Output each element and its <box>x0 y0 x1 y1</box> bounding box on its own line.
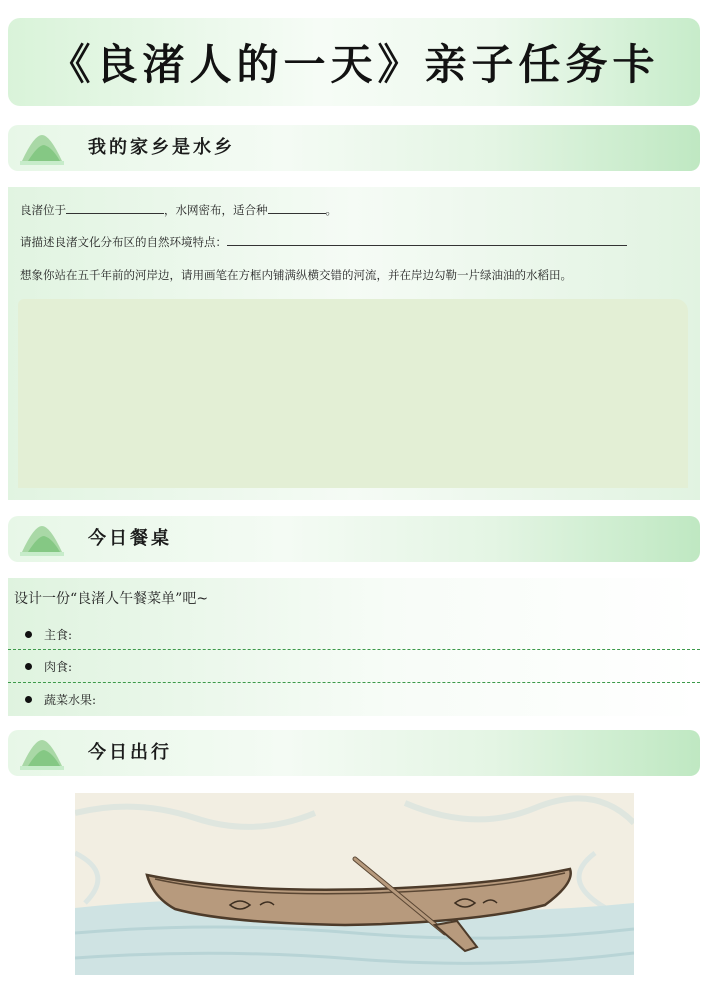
line1-end: 。 <box>325 203 337 217</box>
menu-item-label: 蔬菜水果: <box>44 693 97 707</box>
drawing-box[interactable] <box>18 299 688 488</box>
bullet-dot <box>25 663 32 670</box>
bullet-dot <box>25 631 32 638</box>
menu-item-meat[interactable] <box>8 650 700 682</box>
meal-panel <box>8 578 700 716</box>
section-header-meal <box>8 516 700 562</box>
section-heading-hometown: 我的家乡是水乡 <box>88 137 235 158</box>
section-header-travel <box>8 730 700 776</box>
title-banner <box>8 18 700 106</box>
canoe-illustration <box>75 793 634 975</box>
fill-line-environment <box>20 233 627 250</box>
section-heading-meal: 今日餐桌 <box>88 528 172 549</box>
blank-environment[interactable] <box>227 233 627 246</box>
section-heading-travel: 今日出行 <box>88 742 172 763</box>
mountain-icon <box>20 131 64 165</box>
menu-item-label: 肉食: <box>44 660 73 674</box>
mountain-icon <box>20 736 64 770</box>
blank-location[interactable] <box>66 201 164 214</box>
page-title: 《良渚人的一天》亲子任务卡 <box>48 40 660 89</box>
menu-intro: 设计一份“良渚人午餐菜单”吧~ <box>14 591 209 607</box>
blank-crop[interactable] <box>268 201 326 214</box>
bullet-dot <box>25 696 32 703</box>
menu-item-label: 主食: <box>44 628 73 642</box>
drawing-instruction: 想象你站在五千年前的河岸边，请用画笔在方框内铺满纵横交错的河流，并在岸边勾勒一片绿油油的水稻田。 <box>20 268 572 282</box>
section-header-hometown <box>8 125 700 171</box>
line1-middle: ，水网密布，适合种 <box>164 203 268 217</box>
line2-text: 请描述良渚文化分布区的自然环境特点： <box>20 235 227 249</box>
fill-line-location <box>20 201 337 218</box>
menu-item-fruit-veg[interactable] <box>8 683 700 715</box>
menu-item-staple[interactable] <box>8 618 700 650</box>
mountain-icon <box>20 522 64 556</box>
canoe-image <box>75 793 634 975</box>
line1-prefix: 良渚位于 <box>20 203 66 217</box>
